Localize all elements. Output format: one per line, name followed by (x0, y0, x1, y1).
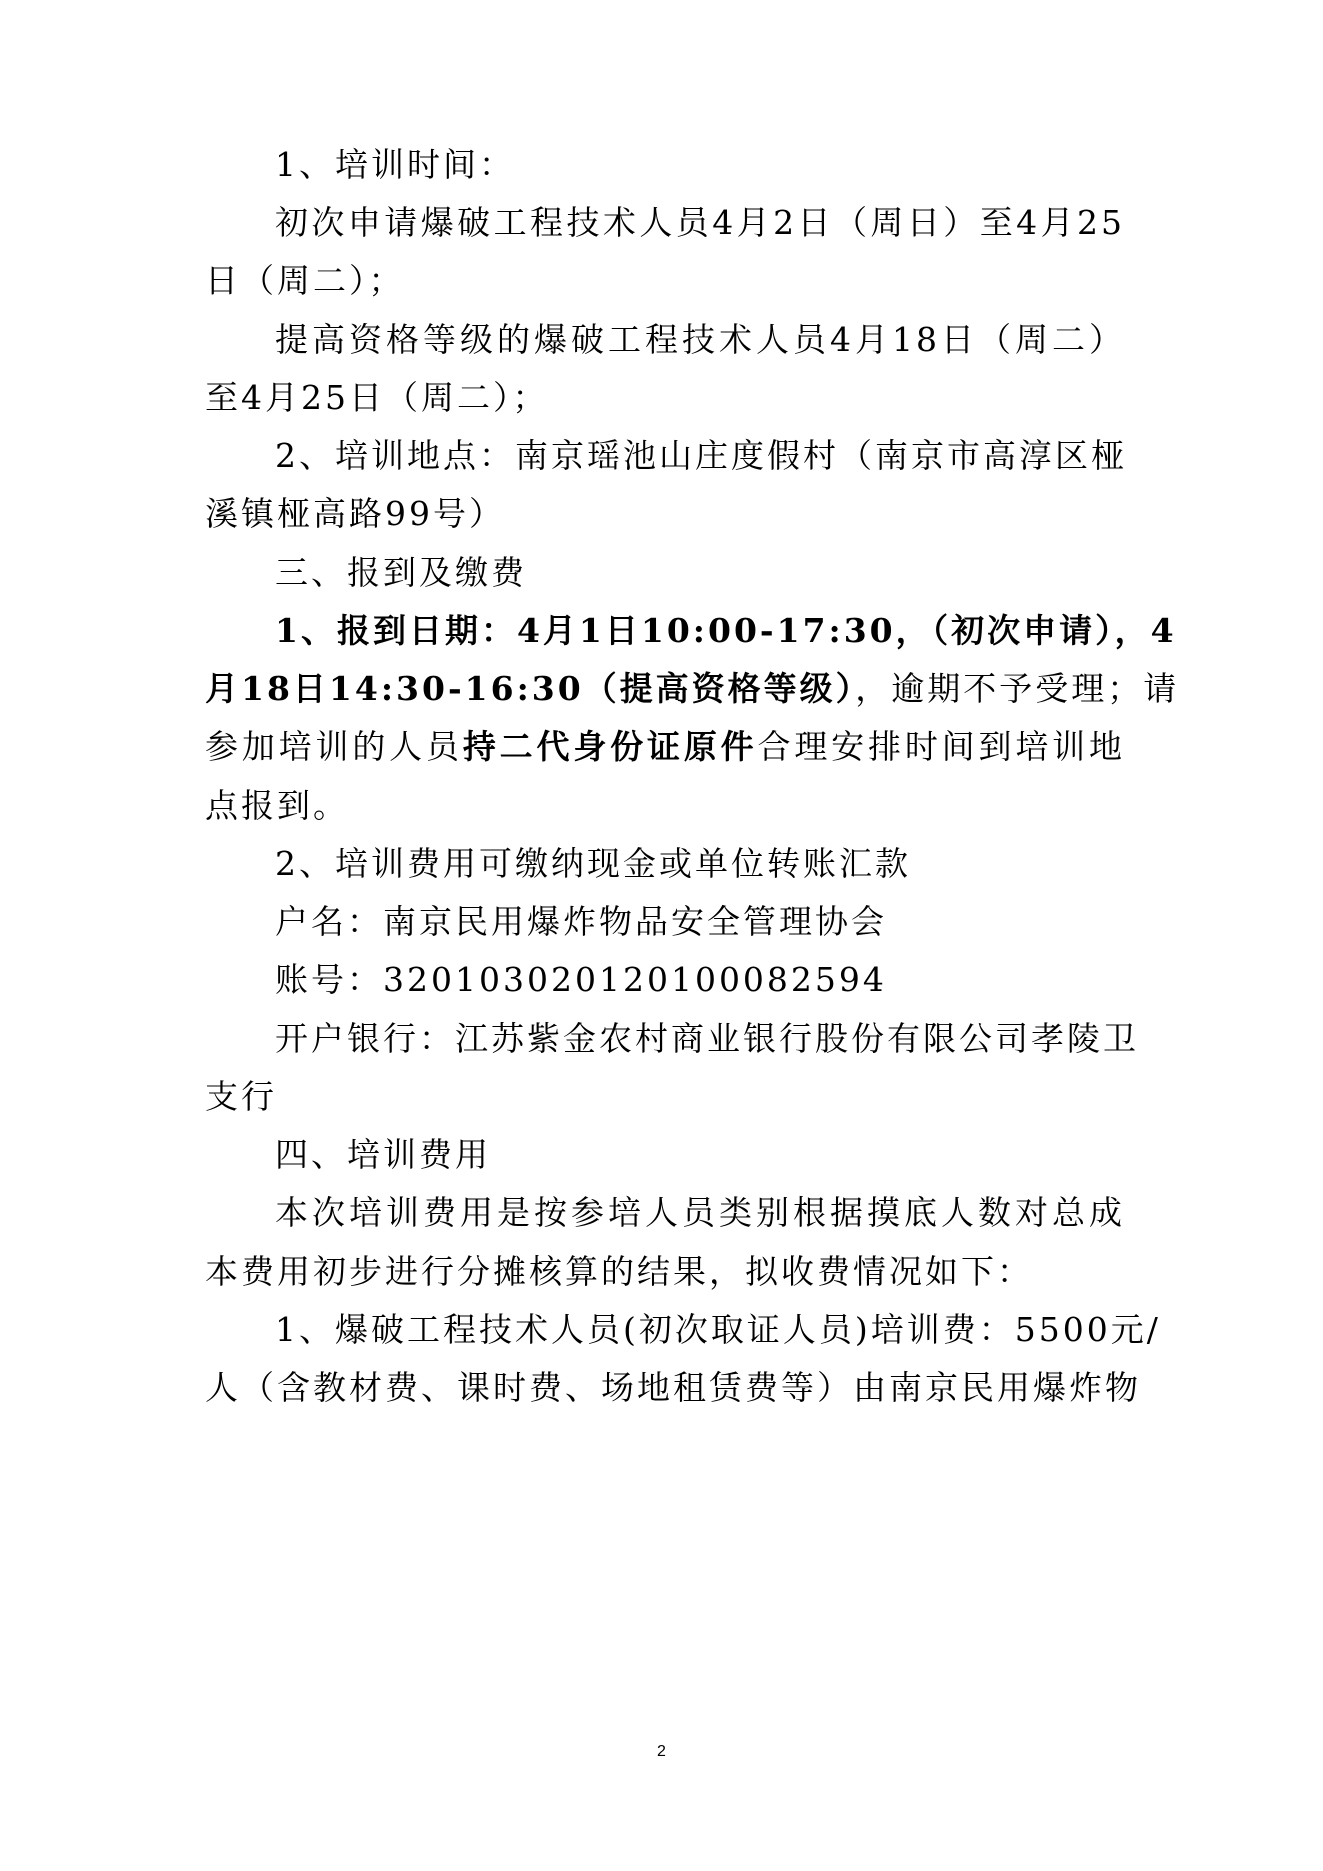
paragraph-line: 本费用初步进行分摊核算的结果，拟收费情况如下： (205, 1252, 1033, 1291)
registration-date-line (205, 669, 1180, 709)
training-location-line: 2、培训地点：南京瑶池山庄度假村（南京市高淳区桠 (275, 436, 1127, 475)
registration-date-line: 1、报到日期：4月1日10:00-17:30，（初次申请），4 (275, 611, 1177, 650)
bank-line: 开户银行：江苏紫金农村商业银行股份有限公司孝陵卫 (275, 1019, 1139, 1058)
paragraph-line: 本次培训费用是按参培人员类别根据摸底人数对总成 (275, 1193, 1125, 1232)
paragraph-line: 日（周二）； (205, 261, 405, 300)
account-name-line: 户名：南京民用爆炸物品安全管理协会 (275, 902, 887, 941)
account-number-line: 账号：320103020120100082594 (275, 960, 887, 999)
paragraph-line: 点报到。 (205, 786, 349, 825)
paragraph-line: 初次申请爆破工程技术人员4月2日（周日）至4月25 (275, 203, 1125, 242)
paragraph-line: 支行 (205, 1077, 277, 1116)
training-time-heading: 1、培训时间： (275, 145, 515, 184)
page-number: 2 (657, 1743, 666, 1760)
registration-note-line (205, 727, 1125, 767)
section-heading-fees: 四、培训费用 (275, 1135, 491, 1174)
paragraph-line: 至4月25日（周二）； (205, 378, 549, 417)
paragraph-line: 溪镇桠高路99号） (205, 494, 505, 533)
plain-text: 参加培训的人员 (205, 727, 463, 766)
paragraph-line: 提高资格等级的爆破工程技术人员4月18日（周二） (275, 320, 1125, 359)
bold-text: 月18日14:30-16:30（提高资格等级） (205, 669, 856, 708)
section-heading-registration: 三、报到及缴费 (275, 553, 527, 592)
bold-text: 持二代身份证原件 (462, 727, 758, 766)
fee-item-line: 1、爆破工程技术人员(初次取证人员)培训费：5500元/ (275, 1310, 1161, 1349)
plain-text: 合理安排时间到培训地 (757, 727, 1126, 766)
plain-text: ，逾期不予受理；请 (855, 669, 1180, 708)
payment-method-line: 2、培训费用可缴纳现金或单位转账汇款 (275, 844, 911, 883)
paragraph-line: 人（含教材费、课时费、场地租赁费等）由南京民用爆炸物 (205, 1368, 1141, 1407)
